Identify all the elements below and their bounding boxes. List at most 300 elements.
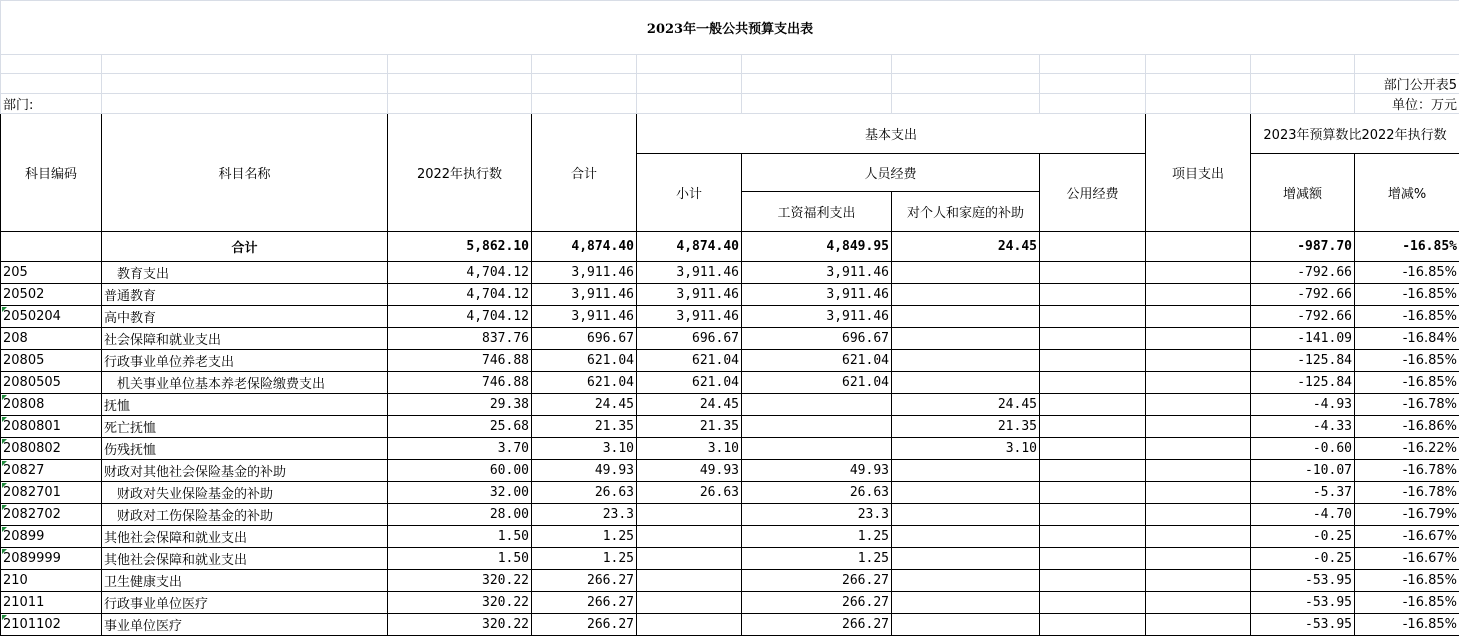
cell-exec2022-text: 746.88: [482, 375, 529, 390]
cell-project[interactable]: [1146, 350, 1251, 372]
cell-name[interactable]: [102, 482, 388, 504]
table-row: [1, 284, 1459, 306]
cell-diff[interactable]: [1251, 306, 1355, 328]
cell-total[interactable]: [532, 284, 637, 306]
cell-subtotal[interactable]: [637, 526, 742, 548]
empty-cell[interactable]: [102, 74, 388, 94]
header-code[interactable]: 科目编码: [1, 114, 102, 232]
cell-total-text: 1.25: [603, 529, 634, 544]
cell-name[interactable]: [102, 262, 388, 284]
empty-cell[interactable]: [388, 55, 532, 74]
error-flag-icon: [2, 461, 7, 466]
cell-total-text: 26.63: [595, 485, 634, 500]
cell-diff-pct[interactable]: [1355, 372, 1459, 394]
cell-diff-pct-text: -16.86%: [1403, 419, 1457, 434]
cell-subtotal[interactable]: [637, 416, 742, 438]
cell-code[interactable]: [1, 372, 102, 394]
header-public[interactable]: 公用经费: [1040, 154, 1146, 232]
cell-code-text: 2082702: [3, 507, 61, 522]
empty-cell[interactable]: [1146, 55, 1251, 74]
cell-diff[interactable]: [1251, 482, 1355, 504]
cell-public[interactable]: [1040, 232, 1146, 262]
cell-diff[interactable]: [1251, 394, 1355, 416]
empty-cell[interactable]: [1251, 55, 1355, 74]
table-row: [1, 460, 1459, 482]
cell-exec2022-text: 4,704.12: [466, 265, 529, 280]
cell-exec2022[interactable]: 5,862.10: [388, 232, 532, 262]
cell-code[interactable]: [1, 262, 102, 284]
empty-cell[interactable]: [388, 74, 532, 94]
cell-code-text: 20502: [3, 287, 44, 302]
cell-salary[interactable]: [742, 350, 892, 372]
cell-salary[interactable]: [742, 306, 892, 328]
cell-diff-text: -4.33: [1313, 419, 1352, 434]
cell-diff-pct[interactable]: [1355, 416, 1459, 438]
cell-project[interactable]: [1146, 232, 1251, 262]
cell-project[interactable]: [1146, 262, 1251, 284]
cell-project[interactable]: [1146, 526, 1251, 548]
cell-diff-pct[interactable]: [1355, 394, 1459, 416]
cell-subtotal-text: 3,911.46: [676, 287, 739, 302]
cell-total[interactable]: [532, 416, 637, 438]
cell-diff-pct[interactable]: [1355, 548, 1459, 570]
cell-total[interactable]: [532, 262, 637, 284]
cell-project[interactable]: [1146, 284, 1251, 306]
cell-name-text: 行政事业单位医疗: [104, 597, 208, 612]
cell-subsidy[interactable]: [892, 438, 1040, 460]
cell-exec2022-text: 60.00: [490, 463, 529, 478]
cell-subtotal-text: 3,911.46: [676, 309, 739, 324]
cell-subsidy[interactable]: [892, 350, 1040, 372]
cell-diff-pct-text: -16.85%: [1403, 287, 1457, 302]
cell-code[interactable]: [1, 548, 102, 570]
cell-salary-text: 1.25: [858, 529, 889, 544]
header-total[interactable]: 合计: [532, 114, 637, 232]
empty-cell[interactable]: [532, 74, 637, 94]
cell-subsidy[interactable]: [892, 460, 1040, 482]
cell-total[interactable]: [532, 548, 637, 570]
cell-name[interactable]: [102, 438, 388, 460]
header-compare[interactable]: 2023年预算数比2022年执行数: [1251, 114, 1459, 154]
cell-code[interactable]: [1, 416, 102, 438]
cell-salary-text: 26.63: [850, 485, 889, 500]
cell-diff-pct-text: -16.85%: [1403, 353, 1457, 368]
cell-salary[interactable]: [742, 262, 892, 284]
cell-name-text: 社会保障和就业支出: [104, 333, 221, 348]
cell-total-text: 3.10: [603, 441, 634, 456]
form-number[interactable]: 部门公开表5: [1355, 74, 1459, 94]
cell-diff-text: -53.95: [1305, 595, 1352, 610]
empty-cell[interactable]: [1, 74, 102, 94]
cell-exec2022[interactable]: [388, 592, 532, 614]
cell-name-text: 其他社会保障和就业支出: [104, 553, 247, 568]
cell-total-text: 621.04: [587, 353, 634, 368]
cell-name[interactable]: [102, 592, 388, 614]
cell-total-text: 621.04: [587, 375, 634, 390]
cell-project[interactable]: [1146, 548, 1251, 570]
cell-total[interactable]: [532, 570, 637, 592]
cell-exec2022-text: 3.70: [498, 441, 529, 456]
cell-code[interactable]: [1, 350, 102, 372]
cell-diff[interactable]: [1251, 460, 1355, 482]
cell-total[interactable]: [532, 328, 637, 350]
empty-cell[interactable]: [1, 55, 102, 74]
cell-diff[interactable]: [1251, 592, 1355, 614]
unit-label[interactable]: 单位：万元: [1355, 94, 1459, 114]
cell-salary-text: 3,911.46: [826, 287, 889, 302]
cell-code[interactable]: [1, 526, 102, 548]
header-subtotal[interactable]: 小计: [637, 154, 742, 232]
cell-subtotal-text: 621.04: [692, 353, 739, 368]
cell-subsidy[interactable]: [892, 306, 1040, 328]
cell-code-text: 20827: [3, 463, 44, 478]
empty-cell[interactable]: [532, 55, 637, 74]
cell-total[interactable]: [532, 306, 637, 328]
cell-name[interactable]: 合计: [102, 232, 388, 262]
empty-cell[interactable]: [388, 94, 532, 114]
error-flag-icon: [2, 395, 7, 400]
cell-salary[interactable]: 4,849.95: [742, 232, 892, 262]
cell-salary[interactable]: [742, 372, 892, 394]
cell-name[interactable]: [102, 570, 388, 592]
cell-diff-text: -125.84: [1297, 375, 1352, 390]
cell-public[interactable]: [1040, 570, 1146, 592]
cell-public[interactable]: [1040, 284, 1146, 306]
cell-salary[interactable]: [742, 504, 892, 526]
cell-diff-text: -4.70: [1313, 507, 1352, 522]
empty-cell[interactable]: [892, 94, 1040, 114]
error-flag-icon: [2, 505, 7, 510]
cell-total[interactable]: [532, 526, 637, 548]
cell-public[interactable]: [1040, 372, 1146, 394]
cell-name-text: 教育支出: [104, 267, 169, 282]
empty-cell[interactable]: [637, 94, 742, 114]
empty-cell[interactable]: [1146, 74, 1251, 94]
cell-subsidy[interactable]: [892, 262, 1040, 284]
cell-diff-pct[interactable]: [1355, 438, 1459, 460]
cell-subtotal[interactable]: [637, 548, 742, 570]
cell-public[interactable]: [1040, 460, 1146, 482]
cell-subtotal[interactable]: 4,874.40: [637, 232, 742, 262]
cell-code[interactable]: [1, 460, 102, 482]
cell-subsidy[interactable]: [892, 570, 1040, 592]
cell-public[interactable]: [1040, 548, 1146, 570]
empty-cell[interactable]: [1355, 55, 1459, 74]
cell-salary[interactable]: [742, 460, 892, 482]
cell-diff[interactable]: [1251, 526, 1355, 548]
cell-diff-pct-text: -16.85%: [1403, 309, 1457, 324]
table-row: [1, 416, 1459, 438]
cell-subsidy[interactable]: [892, 526, 1040, 548]
cell-diff-text: -0.25: [1313, 551, 1352, 566]
cell-diff-pct-text: -16.85%: [1403, 617, 1457, 632]
empty-cell[interactable]: [1040, 94, 1146, 114]
empty-cell[interactable]: [532, 94, 637, 114]
cell-project[interactable]: [1146, 460, 1251, 482]
cell-total[interactable]: [532, 592, 637, 614]
cell-exec2022[interactable]: [388, 526, 532, 548]
cell-code-text: 20805: [3, 353, 44, 368]
cell-code[interactable]: [1, 394, 102, 416]
empty-cell[interactable]: [637, 74, 742, 94]
cell-name-text: 机关事业单位基本养老保险缴费支出: [104, 377, 325, 392]
cell-code[interactable]: [1, 438, 102, 460]
cell-public[interactable]: [1040, 482, 1146, 504]
cell-total[interactable]: [532, 438, 637, 460]
cell-diff-pct[interactable]: [1355, 504, 1459, 526]
cell-code[interactable]: [1, 306, 102, 328]
cell-public[interactable]: [1040, 438, 1146, 460]
cell-project[interactable]: [1146, 372, 1251, 394]
cell-salary[interactable]: [742, 438, 892, 460]
cell-subsidy[interactable]: [892, 284, 1040, 306]
cell-diff[interactable]: [1251, 548, 1355, 570]
header-diff[interactable]: 增减额: [1251, 154, 1355, 232]
cell-exec2022[interactable]: [388, 394, 532, 416]
cell-subtotal-text: 3.10: [708, 441, 739, 456]
cell-diff[interactable]: [1251, 504, 1355, 526]
cell-name-text: 高中教育: [104, 311, 156, 326]
cell-code[interactable]: [1, 482, 102, 504]
cell-total[interactable]: [532, 460, 637, 482]
cell-code[interactable]: [1, 592, 102, 614]
cell-code-text: 210: [3, 573, 28, 588]
cell-exec2022[interactable]: [388, 460, 532, 482]
cell-subtotal[interactable]: [637, 372, 742, 394]
cell-subtotal[interactable]: [637, 504, 742, 526]
cell-diff[interactable]: -987.70: [1251, 232, 1355, 262]
empty-cell[interactable]: [1146, 94, 1251, 114]
cell-project[interactable]: [1146, 306, 1251, 328]
cell-subsidy[interactable]: 24.45: [892, 232, 1040, 262]
cell-name-text: 伤残抚恤: [104, 443, 156, 458]
empty-cell[interactable]: [1040, 55, 1146, 74]
cell-salary[interactable]: [742, 548, 892, 570]
empty-cell[interactable]: [1040, 74, 1146, 94]
cell-diff-pct-text: -16.85%: [1403, 375, 1457, 390]
cell-subtotal[interactable]: [637, 394, 742, 416]
cell-salary[interactable]: [742, 284, 892, 306]
cell-diff-text: -141.09: [1297, 331, 1352, 346]
cell-project[interactable]: [1146, 328, 1251, 350]
cell-diff-text: -10.07: [1305, 463, 1352, 478]
cell-subtotal-text: 24.45: [700, 397, 739, 412]
cell-subtotal[interactable]: [637, 328, 742, 350]
cell-total[interactable]: 4,874.40: [532, 232, 637, 262]
cell-exec2022[interactable]: [388, 350, 532, 372]
header-exec2022[interactable]: 2022年执行数: [388, 114, 532, 232]
cell-public[interactable]: [1040, 328, 1146, 350]
cell-subsidy[interactable]: [892, 504, 1040, 526]
header-personnel[interactable]: 人员经费: [742, 154, 1040, 192]
empty-cell[interactable]: [102, 94, 388, 114]
header-subsidy[interactable]: 对个人和家庭的补助: [892, 192, 1040, 232]
cell-diff[interactable]: [1251, 350, 1355, 372]
cell-name[interactable]: [102, 306, 388, 328]
cell-salary[interactable]: [742, 394, 892, 416]
empty-cell[interactable]: [892, 55, 1040, 74]
cell-name[interactable]: [102, 284, 388, 306]
cell-exec2022[interactable]: [388, 284, 532, 306]
cell-subsidy[interactable]: [892, 592, 1040, 614]
cell-project[interactable]: [1146, 592, 1251, 614]
error-flag-icon: [2, 417, 7, 422]
cell-salary-text: 266.27: [842, 595, 889, 610]
cell-subtotal[interactable]: [637, 306, 742, 328]
cell-exec2022-text: 4,704.12: [466, 309, 529, 324]
cell-total-text: 24.45: [595, 397, 634, 412]
empty-cell[interactable]: [637, 55, 742, 74]
cell-total[interactable]: [532, 350, 637, 372]
cell-subtotal[interactable]: [637, 262, 742, 284]
cell-subsidy[interactable]: [892, 482, 1040, 504]
cell-diff-pct[interactable]: [1355, 526, 1459, 548]
cell-exec2022[interactable]: [388, 416, 532, 438]
cell-subsidy[interactable]: [892, 416, 1040, 438]
error-flag-icon: [2, 527, 7, 532]
cell-salary[interactable]: [742, 482, 892, 504]
cell-salary[interactable]: [742, 570, 892, 592]
cell-name[interactable]: [102, 372, 388, 394]
cell-exec2022[interactable]: [388, 328, 532, 350]
cell-code[interactable]: [1, 232, 102, 262]
cell-subtotal[interactable]: [637, 350, 742, 372]
cell-project[interactable]: [1146, 394, 1251, 416]
cell-code[interactable]: [1, 570, 102, 592]
header-name[interactable]: 科目名称: [102, 114, 388, 232]
cell-project[interactable]: [1146, 504, 1251, 526]
cell-diff-pct[interactable]: [1355, 592, 1459, 614]
table-row: [1, 548, 1459, 570]
cell-diff[interactable]: [1251, 438, 1355, 460]
cell-name[interactable]: [102, 548, 388, 570]
cell-exec2022[interactable]: [388, 372, 532, 394]
cell-code[interactable]: [1, 504, 102, 526]
cell-name[interactable]: [102, 416, 388, 438]
cell-name-text: 财政对其他社会保险基金的补助: [104, 465, 286, 480]
cell-total[interactable]: [532, 482, 637, 504]
cell-exec2022-text: 320.22: [482, 573, 529, 588]
cell-name[interactable]: [102, 394, 388, 416]
cell-exec2022[interactable]: [388, 570, 532, 592]
table-row: [1, 350, 1459, 372]
cell-exec2022[interactable]: [388, 482, 532, 504]
empty-cell[interactable]: [742, 94, 892, 114]
cell-salary[interactable]: [742, 416, 892, 438]
cell-public[interactable]: [1040, 416, 1146, 438]
department-label[interactable]: 部门:: [1, 94, 102, 114]
cell-name[interactable]: [102, 328, 388, 350]
cell-name[interactable]: [102, 526, 388, 548]
header-basic[interactable]: 基本支出: [637, 114, 1146, 154]
empty-cell[interactable]: [742, 74, 892, 94]
cell-name[interactable]: [102, 350, 388, 372]
cell-project[interactable]: [1146, 438, 1251, 460]
cell-diff-pct[interactable]: [1355, 328, 1459, 350]
cell-diff-pct[interactable]: [1355, 570, 1459, 592]
cell-project[interactable]: [1146, 570, 1251, 592]
empty-cell[interactable]: [1251, 74, 1355, 94]
cell-project[interactable]: [1146, 482, 1251, 504]
cell-name-text: 普通教育: [104, 289, 156, 304]
cell-exec2022[interactable]: [388, 548, 532, 570]
cell-subsidy[interactable]: [892, 328, 1040, 350]
cell-diff-pct[interactable]: [1355, 262, 1459, 284]
cell-diff-pct-text: -16.67%: [1403, 529, 1457, 544]
empty-cell[interactable]: [1251, 94, 1355, 114]
page-title[interactable]: 2023年一般公共预算支出表: [1, 1, 1459, 55]
cell-name[interactable]: [102, 460, 388, 482]
cell-diff[interactable]: [1251, 284, 1355, 306]
cell-subtotal[interactable]: [637, 284, 742, 306]
cell-salary[interactable]: [742, 328, 892, 350]
header-salary[interactable]: 工资福利支出: [742, 192, 892, 232]
cell-exec2022[interactable]: [388, 504, 532, 526]
cell-public[interactable]: [1040, 262, 1146, 284]
cell-subtotal-text: 3,911.46: [676, 265, 739, 280]
cell-exec2022-text: 746.88: [482, 353, 529, 368]
cell-diff[interactable]: [1251, 372, 1355, 394]
cell-public[interactable]: [1040, 306, 1146, 328]
cell-subsidy[interactable]: [892, 394, 1040, 416]
cell-code[interactable]: [1, 284, 102, 306]
cell-total-text: 266.27: [587, 573, 634, 588]
cell-exec2022-text: 1.50: [498, 551, 529, 566]
header-project[interactable]: 项目支出: [1146, 114, 1251, 232]
cell-total[interactable]: [532, 394, 637, 416]
cell-code[interactable]: [1, 328, 102, 350]
cell-diff-pct[interactable]: [1355, 306, 1459, 328]
cell-salary[interactable]: [742, 592, 892, 614]
cell-public[interactable]: [1040, 504, 1146, 526]
cell-exec2022[interactable]: [388, 438, 532, 460]
cell-total[interactable]: [532, 504, 637, 526]
cell-total-text: 696.67: [587, 331, 634, 346]
empty-cell[interactable]: [892, 74, 1040, 94]
header-diff-pct[interactable]: 增减%: [1355, 154, 1459, 232]
cell-diff[interactable]: [1251, 416, 1355, 438]
cell-name[interactable]: [102, 504, 388, 526]
cell-diff[interactable]: [1251, 262, 1355, 284]
empty-cell[interactable]: [102, 55, 388, 74]
cell-diff[interactable]: [1251, 570, 1355, 592]
cell-exec2022[interactable]: [388, 262, 532, 284]
cell-project[interactable]: [1146, 416, 1251, 438]
cell-public[interactable]: [1040, 526, 1146, 548]
cell-subsidy[interactable]: [892, 372, 1040, 394]
cell-diff-pct[interactable]: [1355, 460, 1459, 482]
cell-exec2022[interactable]: [388, 306, 532, 328]
cell-subtotal[interactable]: [637, 460, 742, 482]
cell-diff-pct[interactable]: [1355, 482, 1459, 504]
cell-public[interactable]: [1040, 592, 1146, 614]
empty-cell[interactable]: [742, 55, 892, 74]
cell-public[interactable]: [1040, 350, 1146, 372]
cell-diff-pct[interactable]: -16.85%: [1355, 232, 1459, 262]
cell-diff-pct[interactable]: [1355, 284, 1459, 306]
cell-public[interactable]: [1040, 394, 1146, 416]
cell-salary[interactable]: [742, 526, 892, 548]
cell-subtotal[interactable]: [637, 438, 742, 460]
cell-diff-pct-text: -16.84%: [1403, 331, 1457, 346]
cell-subtotal[interactable]: [637, 570, 742, 592]
cell-total[interactable]: [532, 372, 637, 394]
cell-subtotal[interactable]: [637, 482, 742, 504]
cell-diff-pct[interactable]: [1355, 350, 1459, 372]
cell-subsidy[interactable]: [892, 548, 1040, 570]
cell-diff[interactable]: [1251, 328, 1355, 350]
cell-subtotal[interactable]: [637, 592, 742, 614]
